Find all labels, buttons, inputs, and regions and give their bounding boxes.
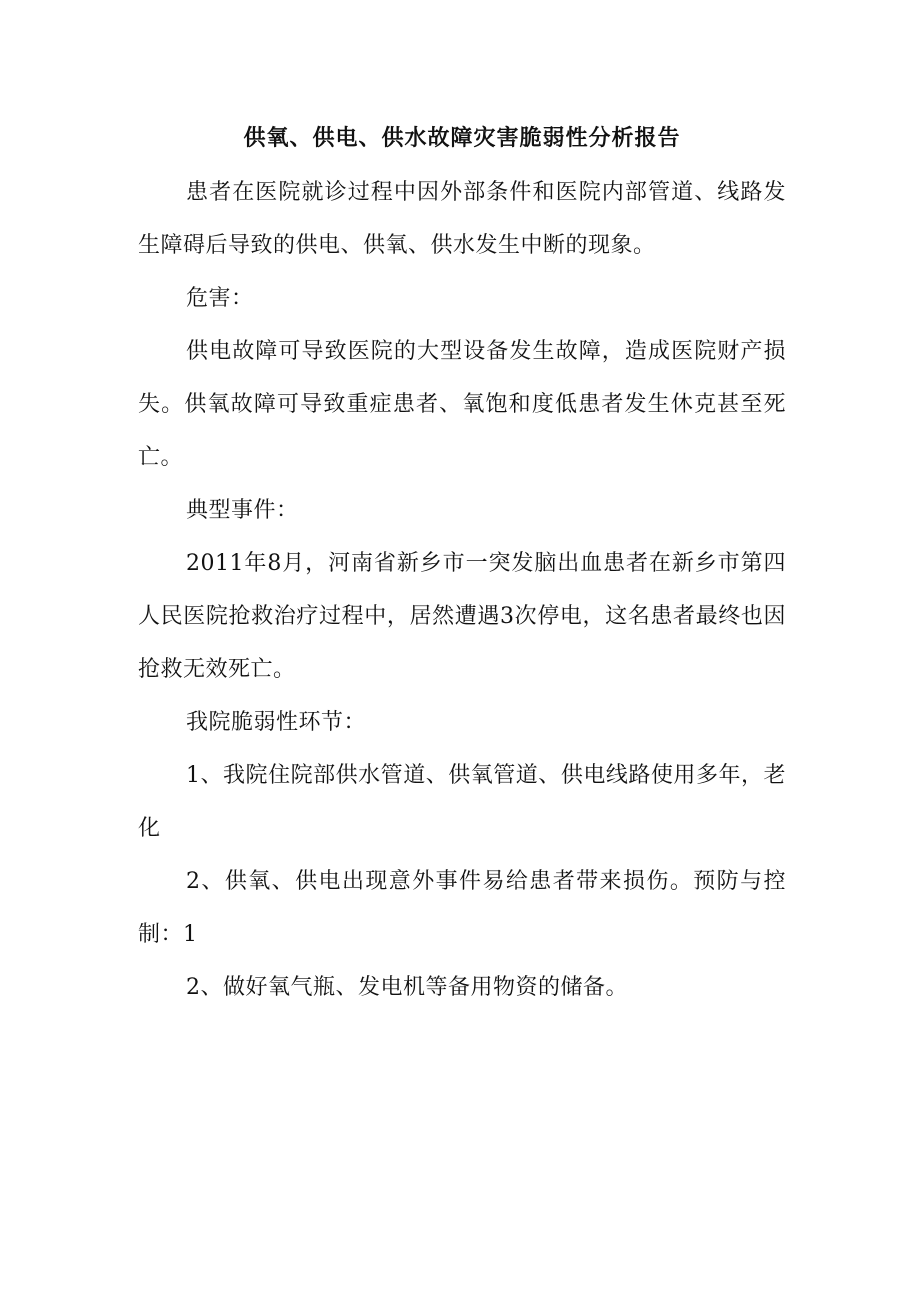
list-item-2: 2、供氧、供电出现意外事件易给患者带来损伤。预防与控制：1	[138, 869, 786, 947]
heading-vulnerability: 我院脆弱性环节：	[186, 710, 367, 735]
list-item-3: 2、做好氧气瓶、发电机等备用物资的储备。	[186, 975, 628, 1000]
list-item-1: 1、我院住院部供水管道、供氧管道、供电线路使用多年，老化	[138, 763, 786, 841]
document-title: 供氧、供电、供水故障灾害脆弱性分析报告	[243, 125, 681, 151]
heading-hazard: 危害：	[186, 286, 254, 311]
heading-typical-event: 典型事件：	[186, 498, 299, 523]
paragraph-definition: 患者在医院就诊过程中因外部条件和医院内部管道、线路发生障碍后导致的供电、供氧、供水发生中断的现象。	[138, 180, 786, 258]
paragraph-hazard: 供电故障可导致医院的大型设备发生故障，造成医院财产损失。供氧故障可导致重症患者、氧饱和度低患者发生休克甚至死亡。	[138, 339, 786, 470]
paragraph-typical-event: 2011年8月，河南省新乡市一突发脑出血患者在新乡市第四人民医院抢救治疗过程中，居然遭遇3次停电，这名患者最终也因抢救无效死亡。	[138, 551, 786, 682]
document-body	[138, 118, 786, 1014]
